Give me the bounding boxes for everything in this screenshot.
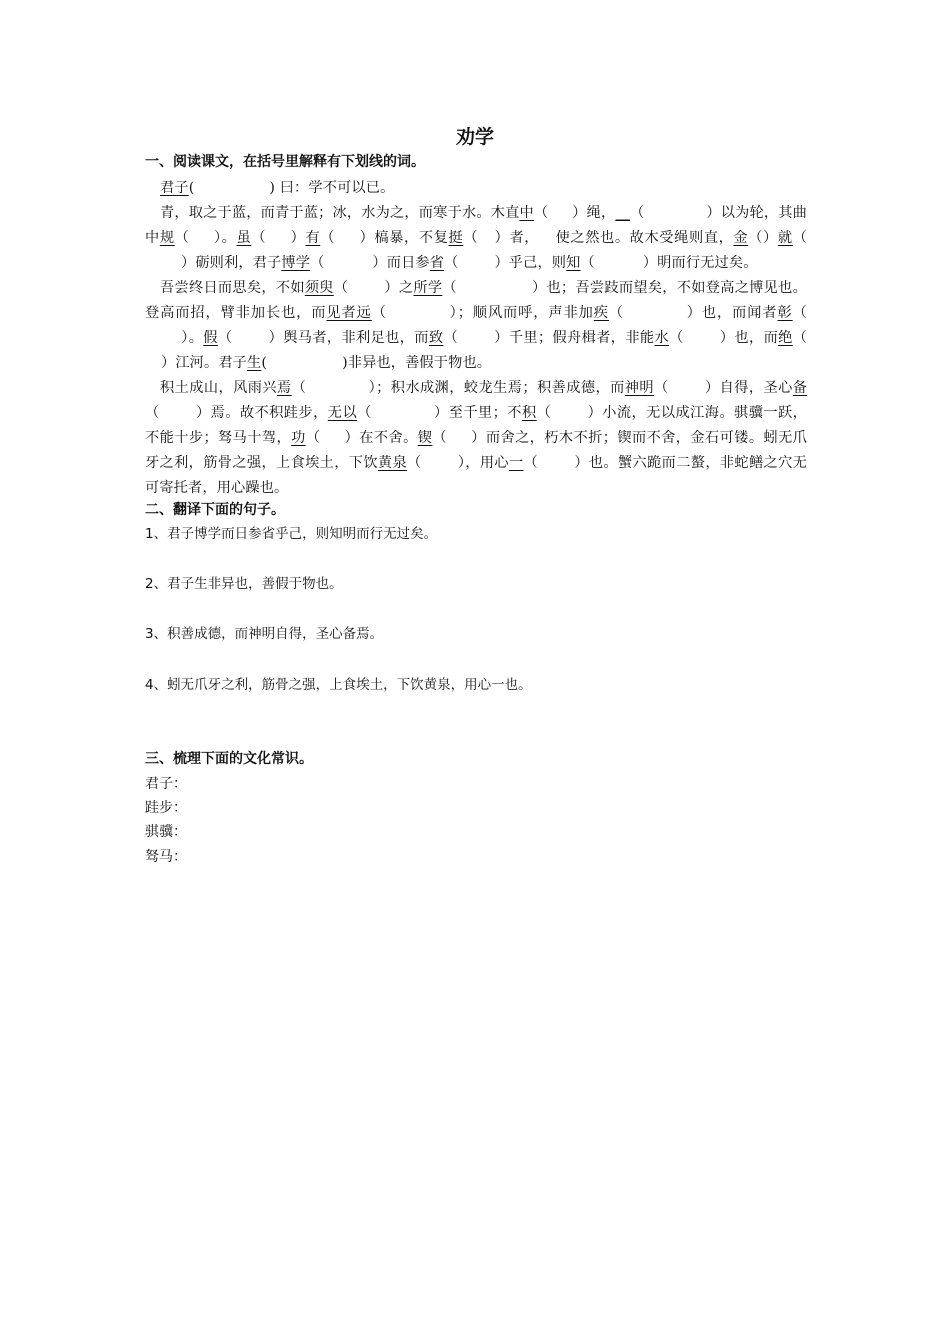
underlined-word: 金 (733, 230, 749, 246)
underlined-word: 见者远 (326, 305, 372, 321)
text-run: （ (251, 230, 267, 246)
underlined-word: 所学 (413, 280, 443, 296)
text-run: ）小流，无以成江海。骐骥一跃，不能十步；驽马十驾， (145, 405, 807, 446)
text-run: （ (371, 305, 387, 321)
text-run: ） (763, 230, 778, 246)
section1-paragraph-2 (145, 201, 807, 276)
underlined-word: 绝 (778, 330, 793, 346)
text-run: ）以为轮，其曲中 (145, 205, 808, 246)
underlined-word: 挺 (448, 230, 464, 246)
underlined-word: 博学 (281, 255, 311, 271)
text-run: （ (669, 330, 684, 346)
text-run: )非异也，善假于物也。 (342, 355, 492, 371)
translation-item-4: 4、蚓无爪牙之利，筋骨之强，上食埃土，下饮黄泉，用心一也。 (145, 677, 532, 693)
text-run: （ (536, 405, 552, 421)
underlined-word: 须臾 (304, 280, 334, 296)
text-run: （ (792, 330, 808, 346)
underlined-word: 知 (566, 255, 581, 271)
text-run: （ (357, 405, 372, 421)
text-run: ）乎己，则 (494, 255, 567, 271)
text-run: （ (310, 255, 325, 271)
text-run: （ (291, 380, 307, 396)
translation-item-2: 2、君子生非异也，善假于物也。 (145, 576, 343, 592)
text-run: （ (174, 230, 190, 246)
text-run: ）绳， (572, 205, 616, 221)
section3-heading: 三、梳理下面的文化常识。 (145, 751, 313, 767)
text-run: ）千里；假舟楫者，非能 (494, 330, 655, 346)
text-run: 积土成山，风雨兴 (160, 380, 278, 396)
text-run: （ (629, 205, 645, 221)
text-run: ( (261, 355, 268, 371)
text-run: ）焉。故不积跬步， (195, 405, 328, 421)
underlined-word: 功 (291, 430, 306, 446)
underlined-word: 省 (429, 255, 445, 271)
section1-heading: 一、阅读课文，在括号里解释有下划线的词。 (145, 154, 425, 170)
text-run: （ (792, 305, 807, 321)
text-run: （ (608, 305, 625, 321)
underlined-word: 一 (508, 455, 524, 471)
underlined-word: 积 (521, 405, 537, 421)
text-run: （ (442, 280, 457, 296)
text-run: （ (443, 330, 459, 346)
underlined-word: 水 (654, 330, 670, 346)
text-run (145, 380, 160, 396)
underlined-word: 有 (305, 230, 321, 246)
text-run: ）自得，圣心 (704, 380, 793, 396)
underlined-word: 生 (247, 355, 262, 371)
translation-item-1: 1、君子博学而日参省乎己，则知明而行无过矣。 (145, 526, 438, 542)
section2-heading: 二、翻译下面的句子。 (145, 502, 285, 518)
underlined-word: 致 (428, 330, 444, 346)
text-run: （ (792, 230, 808, 246)
text-run: （ (407, 455, 422, 471)
text-run: （ (320, 230, 336, 246)
text-run: 吾尝终日而思矣，不如 (160, 280, 305, 296)
text-run: （ (333, 280, 349, 296)
text-run: ）也，而闻者 (686, 305, 778, 321)
text-run: ）也。蟹六跪而二螯，非蛇鳝之穴无可寄托者，用心躁也。 (145, 455, 808, 496)
underlined-word: 疾 (593, 305, 609, 321)
text-run: ）；顺风而呼，声非加 (448, 305, 594, 321)
section1-paragraph-1 (145, 176, 807, 201)
underlined-word: 备 (792, 380, 808, 396)
section1-paragraph-3 (145, 276, 807, 376)
text-run (145, 180, 160, 196)
underlined-word: 锲 (417, 430, 433, 446)
culture-item-numa: 驽马： (145, 849, 187, 865)
underlined-word: 神明 (624, 380, 655, 396)
text-run: ）而舍之，朽木不折；锲而不舍，金石可镂。蚓无爪牙之利，筋骨之强，上食埃土，下饮 (145, 430, 808, 471)
text-run: ），用心 (457, 455, 509, 471)
underlined-word: 规 (159, 230, 175, 246)
underlined-word: 中 (519, 205, 534, 221)
text-run: 使之然也。故木受绳则直， (555, 230, 734, 246)
text-run: ( (188, 180, 195, 196)
text-run: （ (217, 330, 233, 346)
underlined-word: 黄泉 (377, 455, 408, 471)
text-run: ）舆马者，非利足也，而 (268, 330, 429, 346)
text-run: ）明而行无过矣。 (642, 255, 758, 271)
text-run: ）砺则利，君子 (181, 255, 282, 271)
text-run (145, 280, 160, 296)
text-run: ）。 (181, 330, 204, 346)
underlined-word: 彰 (777, 305, 793, 321)
text-run: ）。 (213, 230, 237, 246)
text-run: ）之 (384, 280, 414, 296)
text-run: ）而日参 (372, 255, 430, 271)
text-run: ) 曰：学不可以已。 (269, 180, 395, 196)
underlined-word: 假 (203, 330, 218, 346)
culture-item-qiji: 骐骥： (145, 824, 187, 840)
text-run: ）江河。君子 (161, 355, 248, 371)
text-run: （ (523, 455, 539, 471)
text-run: （ (444, 255, 459, 271)
culture-item-junzi: 君子： (145, 776, 187, 792)
text-run: （ (305, 430, 321, 446)
text-run: ）者， (494, 230, 540, 246)
text-run: （ (654, 380, 669, 396)
text-run: ）也；吾尝跂而望矣，不如登高之博见也。登高而招，臂非加长也，而 (145, 280, 807, 321)
text-run (145, 205, 160, 221)
text-run: （ (145, 405, 160, 421)
text-run: ）在不舍。 (344, 430, 418, 446)
text-run: （ (533, 205, 549, 221)
text-run: 青，取之于蓝，而青于蓝；冰，水为之，而寒于水。木直 (160, 205, 520, 221)
culture-item-kuibu: 跬步： (145, 800, 187, 816)
text-run: ）槁暴，不复 (359, 230, 449, 246)
text-run: （ (463, 230, 479, 246)
underlined-word: 焉 (277, 380, 292, 396)
text-run: ） (290, 230, 306, 246)
translation-item-3: 3、积善成德，而神明自得，圣心备焉。 (145, 626, 384, 642)
underlined-word: 就 (777, 230, 793, 246)
text-run: （ (432, 430, 447, 446)
text-run: （ (748, 230, 764, 246)
underlined-word: 君子 (160, 180, 189, 196)
underlined-word: 虽 (236, 230, 252, 246)
text-run: ）至千里；不 (433, 405, 522, 421)
page-title: 劝学 (455, 126, 494, 148)
text-run: ）；积水成渊，蛟龙生焉；积善成德，而 (368, 380, 625, 396)
underlined-word: 无以 (327, 405, 358, 421)
text-run: （ (580, 255, 595, 271)
underlined-word: __ (615, 205, 630, 221)
text-run: ）也，而 (719, 330, 779, 346)
section1-paragraph-4 (145, 376, 807, 501)
